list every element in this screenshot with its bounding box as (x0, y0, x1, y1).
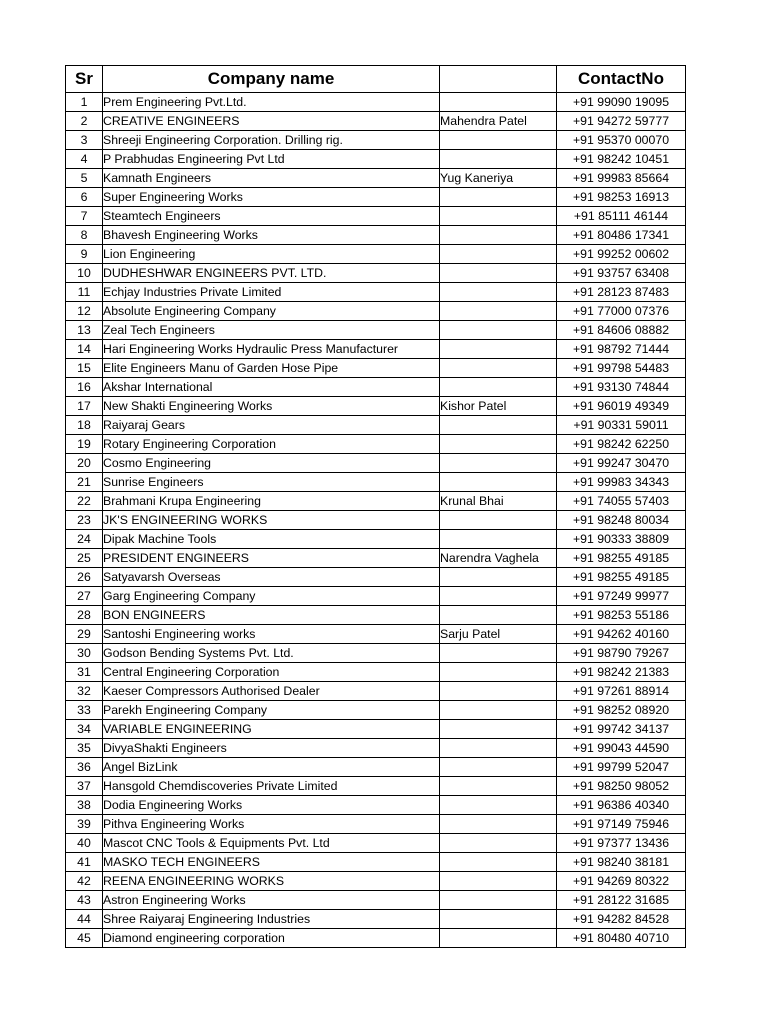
header-row (66, 66, 686, 93)
table-row (66, 378, 686, 397)
cell-company-name: Lion Engineering (103, 245, 440, 264)
cell-company-name: PRESIDENT ENGINEERS (103, 549, 440, 568)
cell-contact-no: +91 74055 57403 (557, 492, 686, 511)
table-row (66, 606, 686, 625)
cell-company-name: JK'S ENGINEERING WORKS (103, 511, 440, 530)
cell-contact-no: +91 99247 30470 (557, 454, 686, 473)
cell-company-name: Astron Engineering Works (103, 891, 440, 910)
cell-contact-person (440, 720, 557, 739)
cell-company-name: Shree Raiyaraj Engineering Industries (103, 910, 440, 929)
cell-contact-no: +91 98253 16913 (557, 188, 686, 207)
cell-company-name: Steamtech Engineers (103, 207, 440, 226)
table-row (66, 796, 686, 815)
cell-company-name: Sunrise Engineers (103, 473, 440, 492)
table-row (66, 454, 686, 473)
table-row (66, 530, 686, 549)
cell-contact-person (440, 777, 557, 796)
table-row (66, 625, 686, 644)
cell-contact-no: +91 96386 40340 (557, 796, 686, 815)
cell-contact-person (440, 682, 557, 701)
cell-contact-no: +91 80480 40710 (557, 929, 686, 948)
cell-contact-person (440, 758, 557, 777)
cell-sr: 39 (66, 815, 103, 834)
cell-company-name: Elite Engineers Manu of Garden Hose Pipe (103, 359, 440, 378)
cell-contact-no: +91 98242 62250 (557, 435, 686, 454)
cell-company-name: Kamnath Engineers (103, 169, 440, 188)
table-row (66, 720, 686, 739)
cell-sr: 33 (66, 701, 103, 720)
cell-contact-person (440, 207, 557, 226)
cell-company-name: Bhavesh Engineering Works (103, 226, 440, 245)
cell-sr: 28 (66, 606, 103, 625)
cell-sr: 20 (66, 454, 103, 473)
table-row (66, 701, 686, 720)
cell-contact-person (440, 226, 557, 245)
table-row (66, 682, 686, 701)
table-row (66, 131, 686, 150)
cell-sr: 36 (66, 758, 103, 777)
cell-contact-person (440, 454, 557, 473)
cell-contact-no: +91 98242 21383 (557, 663, 686, 682)
cell-company-name: BON ENGINEERS (103, 606, 440, 625)
cell-company-name: Dipak Machine Tools (103, 530, 440, 549)
cell-sr: 23 (66, 511, 103, 530)
cell-contact-no: +91 90333 38809 (557, 530, 686, 549)
cell-contact-person (440, 891, 557, 910)
cell-contact-no: +91 77000 07376 (557, 302, 686, 321)
table-row (66, 663, 686, 682)
cell-sr: 18 (66, 416, 103, 435)
cell-company-name: Hansgold Chemdiscoveries Private Limited (103, 777, 440, 796)
cell-contact-no: +91 99798 54483 (557, 359, 686, 378)
cell-contact-person (440, 815, 557, 834)
table-row (66, 891, 686, 910)
cell-contact-person (440, 511, 557, 530)
table-row (66, 340, 686, 359)
table-row (66, 93, 686, 112)
table-row (66, 910, 686, 929)
cell-contact-person (440, 302, 557, 321)
cell-company-name: Diamond engineering corporation (103, 929, 440, 948)
cell-contact-person (440, 929, 557, 948)
cell-company-name: Shreeji Engineering Corporation. Drilling rig. (103, 131, 440, 150)
cell-contact-no: +91 97377 13436 (557, 834, 686, 853)
table-row (66, 226, 686, 245)
cell-company-name: Satyavarsh Overseas (103, 568, 440, 587)
cell-company-name: Angel BizLink (103, 758, 440, 777)
cell-company-name: Raiyaraj Gears (103, 416, 440, 435)
cell-company-name: Super Engineering Works (103, 188, 440, 207)
cell-company-name: MASKO TECH ENGINEERS (103, 853, 440, 872)
table-row (66, 435, 686, 454)
cell-company-name: New Shakti Engineering Works (103, 397, 440, 416)
header-company-name: Company name (103, 66, 440, 93)
cell-contact-person (440, 93, 557, 112)
cell-sr: 30 (66, 644, 103, 663)
contacts-table (65, 65, 686, 948)
cell-contact-person (440, 606, 557, 625)
cell-contact-person (440, 473, 557, 492)
cell-company-name: CREATIVE ENGINEERS (103, 112, 440, 131)
cell-sr: 35 (66, 739, 103, 758)
cell-sr: 32 (66, 682, 103, 701)
cell-contact-person (440, 188, 557, 207)
cell-sr: 16 (66, 378, 103, 397)
cell-contact-no: +91 98250 98052 (557, 777, 686, 796)
cell-company-name: Cosmo Engineering (103, 454, 440, 473)
cell-contact-no: +91 98242 10451 (557, 150, 686, 169)
cell-company-name: Rotary Engineering Corporation (103, 435, 440, 454)
cell-sr: 19 (66, 435, 103, 454)
table-row (66, 207, 686, 226)
cell-company-name: Absolute Engineering Company (103, 302, 440, 321)
table-row (66, 473, 686, 492)
cell-contact-person: Kishor Patel (440, 397, 557, 416)
table-row (66, 302, 686, 321)
cell-contact-person (440, 910, 557, 929)
cell-company-name: Pithva Engineering Works (103, 815, 440, 834)
cell-sr: 7 (66, 207, 103, 226)
cell-contact-person (440, 416, 557, 435)
header-contact-no: ContactNo (557, 66, 686, 93)
cell-contact-no: +91 90331 59011 (557, 416, 686, 435)
cell-contact-no: +91 99090 19095 (557, 93, 686, 112)
cell-sr: 37 (66, 777, 103, 796)
cell-contact-no: +91 98792 71444 (557, 340, 686, 359)
cell-contact-no: +91 98248 80034 (557, 511, 686, 530)
cell-company-name: VARIABLE ENGINEERING (103, 720, 440, 739)
cell-contact-person (440, 283, 557, 302)
table-row (66, 872, 686, 891)
cell-company-name: Kaeser Compressors Authorised Dealer (103, 682, 440, 701)
cell-company-name: Hari Engineering Works Hydraulic Press Manufacturer (103, 340, 440, 359)
cell-contact-person: Yug Kaneriya (440, 169, 557, 188)
cell-contact-no: +91 99043 44590 (557, 739, 686, 758)
table-row (66, 188, 686, 207)
cell-company-name: DUDHESHWAR ENGINEERS PVT. LTD. (103, 264, 440, 283)
cell-sr: 17 (66, 397, 103, 416)
table-row (66, 777, 686, 796)
cell-company-name: Garg Engineering Company (103, 587, 440, 606)
table-row (66, 758, 686, 777)
cell-contact-no: +91 28123 87483 (557, 283, 686, 302)
cell-contact-person (440, 701, 557, 720)
cell-contact-no: +91 80486 17341 (557, 226, 686, 245)
cell-contact-no: +91 94269 80322 (557, 872, 686, 891)
table-header (66, 66, 686, 93)
table-row (66, 397, 686, 416)
cell-company-name: Echjay Industries Private Limited (103, 283, 440, 302)
table-row (66, 416, 686, 435)
cell-contact-no: +91 97261 88914 (557, 682, 686, 701)
cell-contact-no: +91 94262 40160 (557, 625, 686, 644)
cell-sr: 14 (66, 340, 103, 359)
cell-contact-no: +91 93757 63408 (557, 264, 686, 283)
cell-company-name: Mascot CNC Tools & Equipments Pvt. Ltd (103, 834, 440, 853)
cell-contact-person (440, 530, 557, 549)
cell-company-name: Santoshi Engineering works (103, 625, 440, 644)
cell-company-name: Akshar International (103, 378, 440, 397)
cell-sr: 41 (66, 853, 103, 872)
table-row (66, 321, 686, 340)
header-contact-person (440, 66, 557, 93)
cell-contact-no: +91 98253 55186 (557, 606, 686, 625)
cell-contact-person: Narendra Vaghela (440, 549, 557, 568)
cell-contact-person (440, 321, 557, 340)
cell-sr: 22 (66, 492, 103, 511)
cell-sr: 27 (66, 587, 103, 606)
cell-sr: 29 (66, 625, 103, 644)
cell-contact-person (440, 340, 557, 359)
cell-contact-no: +91 98790 79267 (557, 644, 686, 663)
cell-sr: 21 (66, 473, 103, 492)
cell-contact-person (440, 739, 557, 758)
cell-contact-no: +91 94272 59777 (557, 112, 686, 131)
table-row (66, 587, 686, 606)
table-body (66, 93, 686, 948)
cell-contact-person (440, 359, 557, 378)
cell-contact-no: +91 95370 00070 (557, 131, 686, 150)
table-row (66, 264, 686, 283)
cell-contact-no: +91 97149 75946 (557, 815, 686, 834)
cell-contact-person (440, 663, 557, 682)
cell-sr: 25 (66, 549, 103, 568)
table-row (66, 815, 686, 834)
cell-sr: 3 (66, 131, 103, 150)
cell-contact-no: +91 98252 08920 (557, 701, 686, 720)
cell-company-name: DivyaShakti Engineers (103, 739, 440, 758)
table-row (66, 549, 686, 568)
table-row (66, 853, 686, 872)
cell-sr: 24 (66, 530, 103, 549)
cell-company-name: Godson Bending Systems Pvt. Ltd. (103, 644, 440, 663)
cell-company-name: P Prabhudas Engineering Pvt Ltd (103, 150, 440, 169)
cell-sr: 45 (66, 929, 103, 948)
cell-sr: 10 (66, 264, 103, 283)
cell-contact-no: +91 93130 74844 (557, 378, 686, 397)
cell-company-name: Dodia Engineering Works (103, 796, 440, 815)
cell-company-name: REENA ENGINEERING WORKS (103, 872, 440, 891)
cell-sr: 31 (66, 663, 103, 682)
cell-contact-person (440, 378, 557, 397)
cell-contact-no: +91 84606 08882 (557, 321, 686, 340)
table-row (66, 492, 686, 511)
cell-contact-no: +91 98255 49185 (557, 568, 686, 587)
table-row (66, 283, 686, 302)
cell-sr: 40 (66, 834, 103, 853)
cell-company-name: Parekh Engineering Company (103, 701, 440, 720)
cell-contact-person (440, 264, 557, 283)
cell-sr: 6 (66, 188, 103, 207)
cell-contact-person (440, 131, 557, 150)
cell-contact-person (440, 796, 557, 815)
cell-contact-no: +91 99983 85664 (557, 169, 686, 188)
cell-contact-person: Mahendra Patel (440, 112, 557, 131)
cell-sr: 44 (66, 910, 103, 929)
cell-company-name: Zeal Tech Engineers (103, 321, 440, 340)
cell-contact-no: +91 85111 46144 (557, 207, 686, 226)
cell-contact-no: +91 98240 38181 (557, 853, 686, 872)
cell-contact-person (440, 568, 557, 587)
cell-contact-person: Sarju Patel (440, 625, 557, 644)
cell-contact-no: +91 99742 34137 (557, 720, 686, 739)
cell-contact-person (440, 435, 557, 454)
cell-contact-no: +91 99799 52047 (557, 758, 686, 777)
cell-sr: 8 (66, 226, 103, 245)
cell-contact-person (440, 245, 557, 264)
table-row (66, 511, 686, 530)
table-row (66, 568, 686, 587)
cell-contact-no: +91 99252 00602 (557, 245, 686, 264)
table-row (66, 169, 686, 188)
cell-sr: 11 (66, 283, 103, 302)
cell-sr: 43 (66, 891, 103, 910)
cell-company-name: Central Engineering Corporation (103, 663, 440, 682)
cell-company-name: Prem Engineering Pvt.Ltd. (103, 93, 440, 112)
cell-contact-person (440, 150, 557, 169)
cell-contact-no: +91 99983 34343 (557, 473, 686, 492)
cell-sr: 1 (66, 93, 103, 112)
cell-contact-no: +91 96019 49349 (557, 397, 686, 416)
cell-contact-person: Krunal Bhai (440, 492, 557, 511)
cell-contact-person (440, 853, 557, 872)
table-row (66, 644, 686, 663)
table-row (66, 150, 686, 169)
cell-contact-person (440, 834, 557, 853)
cell-sr: 2 (66, 112, 103, 131)
cell-sr: 38 (66, 796, 103, 815)
cell-contact-person (440, 644, 557, 663)
cell-company-name: Brahmani Krupa Engineering (103, 492, 440, 511)
table-row (66, 739, 686, 758)
cell-sr: 26 (66, 568, 103, 587)
cell-sr: 15 (66, 359, 103, 378)
cell-sr: 4 (66, 150, 103, 169)
table-row (66, 929, 686, 948)
table-row (66, 834, 686, 853)
header-sr: Sr (66, 66, 103, 93)
cell-contact-person (440, 587, 557, 606)
table-row (66, 245, 686, 264)
table-row (66, 359, 686, 378)
cell-sr: 42 (66, 872, 103, 891)
cell-sr: 34 (66, 720, 103, 739)
cell-contact-no: +91 94282 84528 (557, 910, 686, 929)
cell-sr: 13 (66, 321, 103, 340)
cell-contact-no: +91 97249 99977 (557, 587, 686, 606)
cell-sr: 5 (66, 169, 103, 188)
cell-sr: 9 (66, 245, 103, 264)
cell-contact-no: +91 98255 49185 (557, 549, 686, 568)
cell-sr: 12 (66, 302, 103, 321)
cell-contact-no: +91 28122 31685 (557, 891, 686, 910)
table-row (66, 112, 686, 131)
cell-contact-person (440, 872, 557, 891)
